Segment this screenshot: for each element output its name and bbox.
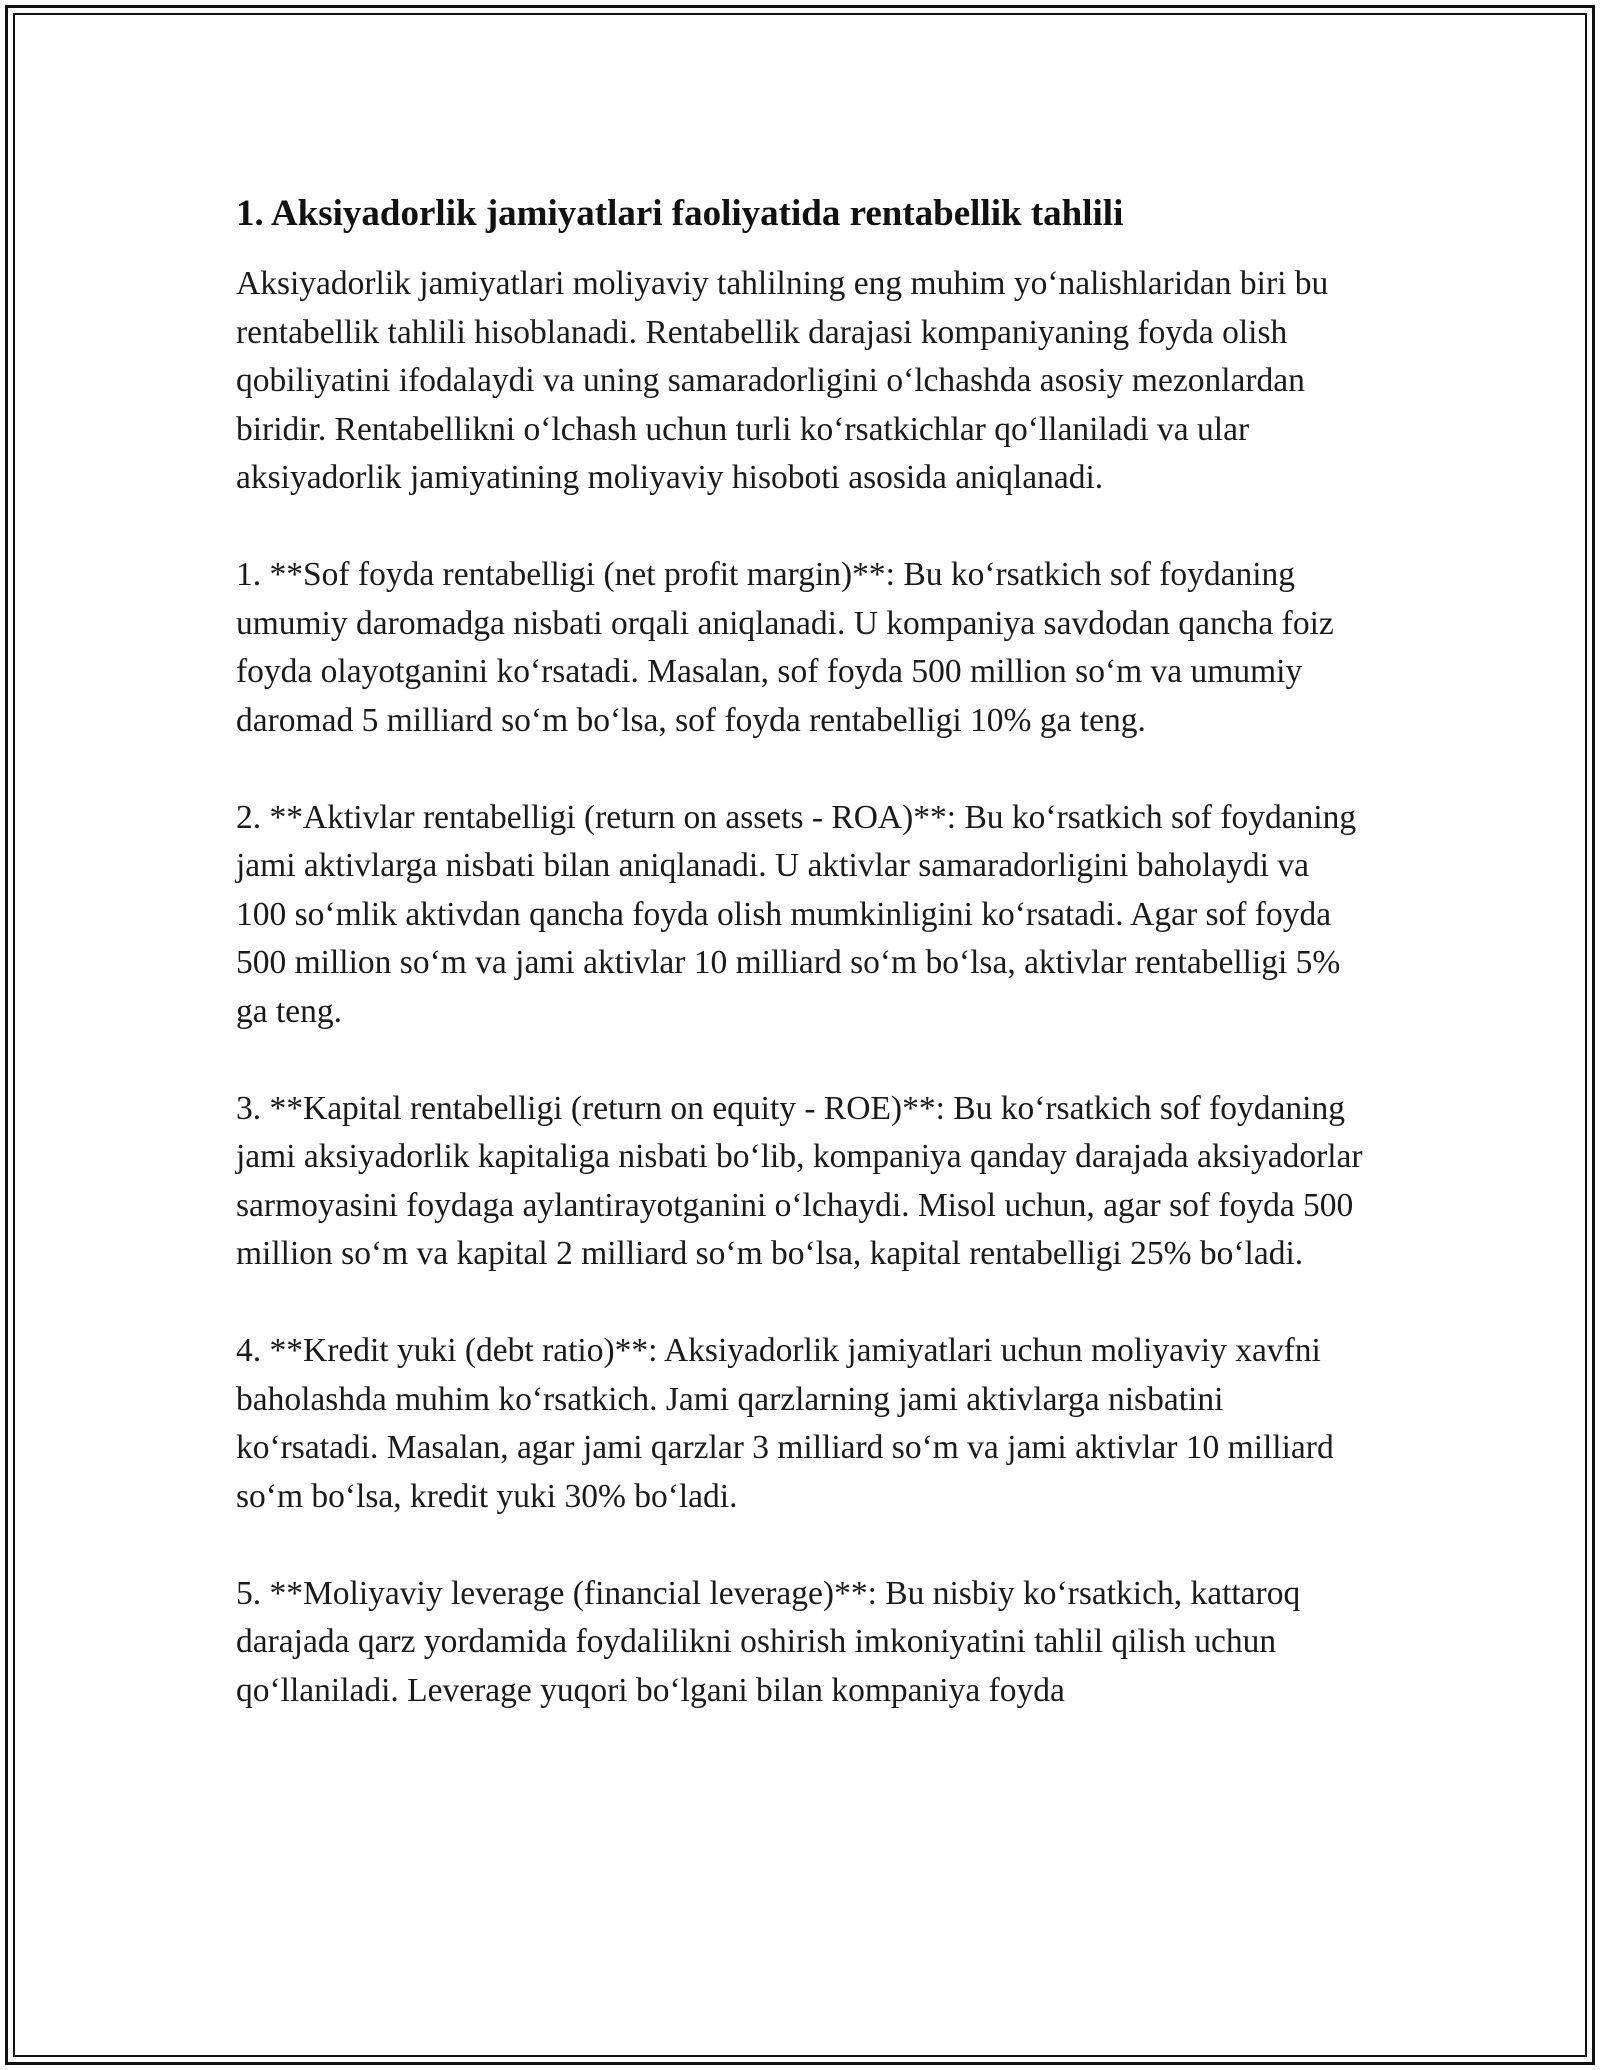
paragraph-net-profit-margin: 1. **Sof foyda rentabelligi (net profit margin)**: Bu ko‘rsatkich sof foydaning umumiy daromadga nisbati orqali aniqlanadi. U kompaniya savdodan qancha foiz foyda olayotganini ko‘rsatadi. Masalan, sof foyda 500 million so‘m va umumiy daromad 5 milliard so‘m bo‘lsa, sof foyda rentabelligi 10% ga teng. (236, 556, 1334, 739)
paragraph-financial-leverage: 5. **Moliyaviy leverage (financial leverage)**: Bu nisbiy ko‘rsatkich, kattaroq darajada qarz yordamida foydalilikni oshirish imkoniyatini tahlil qilish uchun qo‘llaniladi. Leverage yuqori bo‘lgani bilan kompaniya foyda (236, 1574, 1301, 1709)
section-title: 1. Aksiyadorlik jamiyatlari faoliyatida rentabellik tahlili (236, 193, 1124, 234)
paragraph-intro: Aksiyadorlik jamiyatlari moliyaviy tahlilning eng muhim yo‘nalishlaridan biri bu rentabellik tahlili hisoblanadi. Rentabellik darajasi kompaniyaning foyda olish qobiliyatini ifodalaydi va uning samaradorligini o‘lchashda asosiy mezonlardan biridir. Rentabellikni o‘lchash uchun turli ko‘rsatkichlar qo‘llaniladi va ular aksiyadorlik jamiyatining moliyaviy hisoboti asosida aniqlanadi. (236, 265, 1329, 496)
paragraph-return-on-assets: 2. **Aktivlar rentabelligi (return on assets - ROA)**: Bu ko‘rsatkich sof foydaning jami aktivlarga nisbati bilan aniqlanadi. U aktivlar samaradorligini baholaydi va 100 so‘mlik aktivdan qancha foyda olish mumkinligini ko‘rsatadi. Agar sof foyda 500 million so‘m va jami aktivlar 10 milliard so‘m bo‘lsa, aktivlar rentabelligi 5% ga teng. (236, 798, 1357, 1030)
paragraph-return-on-equity: 3. **Kapital rentabelligi (return on equity - ROE)**: Bu ko‘rsatkich sof foydaning jami aksiyadorlik kapitaliga nisbati bo‘lib, kompaniya qanday darajada aksiyadorlar sarmoyasini foydaga aylantirayotganini o‘lchaydi. Misol uchun, agar sof foyda 500 million so‘m va kapital 2 milliard so‘m bo‘lsa, kapital rentabelligi 25% bo‘ladi. (236, 1089, 1363, 1272)
paragraph-debt-ratio: 4. **Kredit yuki (debt ratio)**: Aksiyadorlik jamiyatlari uchun moliyaviy xavfni baholashda muhim ko‘rsatkich. Jami qarzlarning jami aktivlarga nisbatini ko‘rsatadi. Masalan, agar jami qarzlar 3 milliard so‘m va jami aktivlar 10 milliard so‘m bo‘lsa, kredit yuki 30% bo‘ladi. (236, 1332, 1334, 1515)
document-body (236, 190, 1366, 1764)
